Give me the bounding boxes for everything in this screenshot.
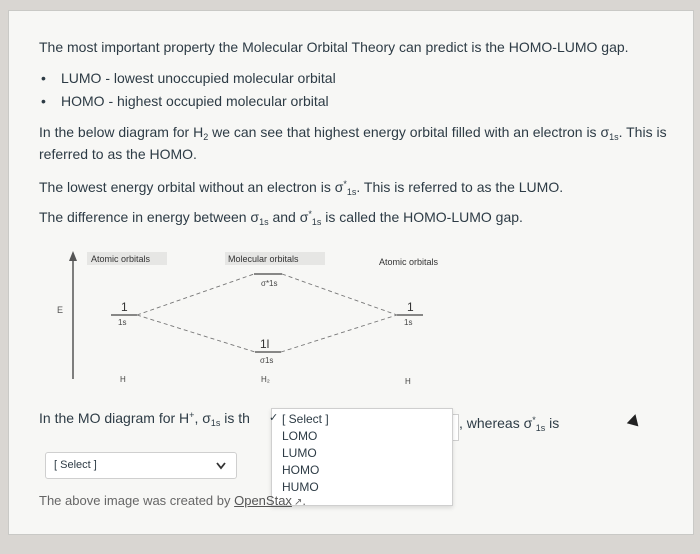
atomic-orbitals-right-label: Atomic orbitals bbox=[379, 257, 439, 267]
molecular-orbitals-label: Molecular orbitals bbox=[228, 254, 299, 264]
select-second-value: [ Select ] bbox=[54, 459, 97, 471]
external-link-icon: ↗ bbox=[293, 497, 303, 508]
energy-axis-label: E bbox=[57, 305, 64, 315]
correlation-line-left-down bbox=[137, 315, 255, 352]
molecule-label: H₂ bbox=[261, 375, 270, 384]
correlation-line-right-down bbox=[281, 315, 397, 352]
bullet-homo: • HOMO - highest occupied molecular orbital bbox=[61, 93, 329, 109]
bonding-orbital-label: σ1s bbox=[260, 356, 274, 365]
right-orbital-label: 1s bbox=[404, 318, 413, 327]
content-card bbox=[8, 10, 694, 535]
dropdown-option-humo[interactable]: HUMO bbox=[282, 480, 319, 494]
select-second-dropdown[interactable] bbox=[45, 452, 237, 479]
image-credit: The above image was created by OpenStax ↗. bbox=[39, 493, 306, 508]
correlation-line-right-up bbox=[282, 274, 397, 315]
left-orbital-label: 1s bbox=[118, 318, 127, 327]
correlation-line-left-up bbox=[137, 274, 254, 315]
antibonding-orbital-label: σ*1s bbox=[261, 279, 278, 288]
bullet-lumo: • LUMO - lowest unoccupied molecular orbital bbox=[61, 70, 336, 86]
atomic-orbitals-left-label: Atomic orbitals bbox=[91, 254, 151, 264]
right-atom-label: H bbox=[405, 377, 411, 386]
homo-paragraph-line1: In the below diagram for $H_2$ we can see that highest energy orbital filled with an electron is $\sigma_{1s}$. This is bbox=[39, 124, 667, 142]
intro-text: The most important property the Molecular Orbital Theory can predict is the HOMO-LUMO gap. bbox=[39, 39, 629, 55]
lumo-paragraph: The lowest energy orbital without an electron is $\sigma^*_{1s}$. This is referred to as the LUMO. bbox=[39, 179, 564, 197]
bonding-orbital-electrons: 1l bbox=[260, 337, 270, 351]
homo-paragraph-line2: referred to as the HOMO. bbox=[39, 146, 197, 162]
right-orbital-electron: 1 bbox=[407, 300, 414, 314]
dropdown-option-lumo[interactable]: LUMO bbox=[282, 446, 317, 460]
dropdown-option-lomo[interactable]: LOMO bbox=[282, 429, 318, 443]
question-continuation: , whereas $\sigma^*_{1s}$ is bbox=[459, 415, 560, 433]
dropdown-option-homo[interactable]: HOMO bbox=[282, 463, 320, 477]
energy-axis-arrow bbox=[69, 251, 77, 261]
dropdown-option-select[interactable]: [ Select ] bbox=[282, 412, 329, 426]
chevron-down-icon bbox=[216, 462, 226, 470]
mo-diagram bbox=[9, 11, 695, 411]
left-orbital-electron: 1 bbox=[121, 300, 128, 314]
checkmark-icon: ✓ bbox=[269, 412, 279, 424]
left-atom-label: H bbox=[120, 375, 126, 384]
gap-paragraph: The difference in energy between $\sigma_{1s}$ and $\sigma^*_{1s}$ is called the HOMO-LUMO gap. bbox=[39, 209, 523, 227]
question-text: In the MO diagram for H+, $\sigma_{1s}$ is th bbox=[39, 410, 250, 428]
openstax-link[interactable]: OpenStax bbox=[234, 493, 292, 508]
dropdown-menu[interactable] bbox=[271, 408, 453, 506]
